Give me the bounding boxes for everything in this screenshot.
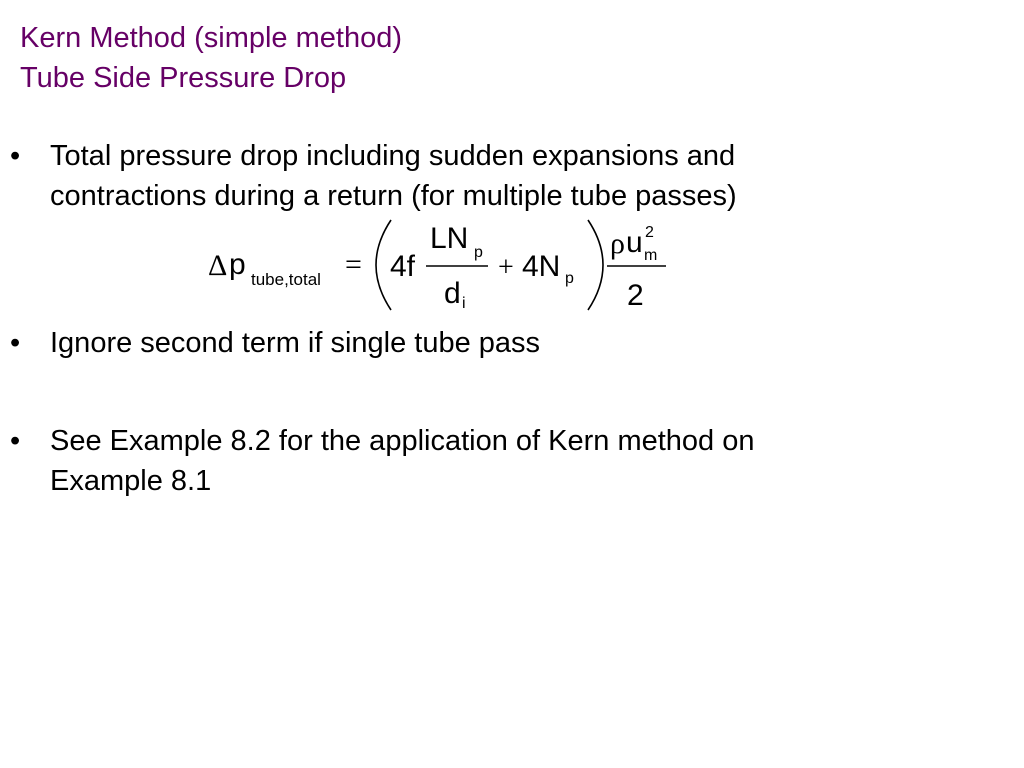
eq-delta: Δ xyxy=(208,249,228,282)
eq-rho: ρ xyxy=(610,227,625,260)
bullet-dot-icon: • xyxy=(10,140,21,172)
eq-frac2-den: 2 xyxy=(627,279,644,312)
bullet-1-line-1: Total pressure drop including sudden expansions and xyxy=(50,140,736,172)
bullet-item-2 xyxy=(10,323,970,363)
slide-title xyxy=(20,18,402,98)
eq-coef-4n-sub: p xyxy=(565,270,574,287)
eq-frac1-den: d xyxy=(444,277,461,310)
bullet-item-1 xyxy=(10,136,970,216)
eq-u: u xyxy=(626,226,643,259)
eq-left-paren xyxy=(376,220,391,310)
eq-coef-4f: 4f xyxy=(390,250,416,283)
eq-u-sub: m xyxy=(644,247,658,264)
eq-right-paren xyxy=(588,220,603,310)
bullet-item-3 xyxy=(10,421,970,501)
bullet-3-line-2: Example 8.1 xyxy=(50,465,212,497)
eq-plus: + xyxy=(498,252,514,283)
eq-coef-4n: 4N xyxy=(522,250,561,283)
bullet-dot-icon: • xyxy=(10,327,21,359)
eq-frac1-num: LN xyxy=(430,222,469,255)
bullet-2-line-1: Ignore second term if single tube pass xyxy=(50,327,541,359)
bullet-dot-icon: • xyxy=(10,425,21,457)
eq-lhs-subscript: tube,total xyxy=(251,270,321,289)
title-line-2: Tube Side Pressure Drop xyxy=(20,62,347,94)
eq-p: p xyxy=(229,248,246,281)
eq-u-sup: 2 xyxy=(645,224,654,241)
bullet-3-line-1: See Example 8.2 for the application of Kern method on xyxy=(50,425,755,457)
title-line-1: Kern Method (simple method) xyxy=(20,22,402,54)
bullet-1-line-2: contractions during a return (for multiple tube passes) xyxy=(50,180,737,212)
eq-frac1-num-sub: p xyxy=(474,244,483,261)
eq-frac1-den-sub: i xyxy=(462,295,466,312)
eq-equals: = xyxy=(345,248,362,281)
